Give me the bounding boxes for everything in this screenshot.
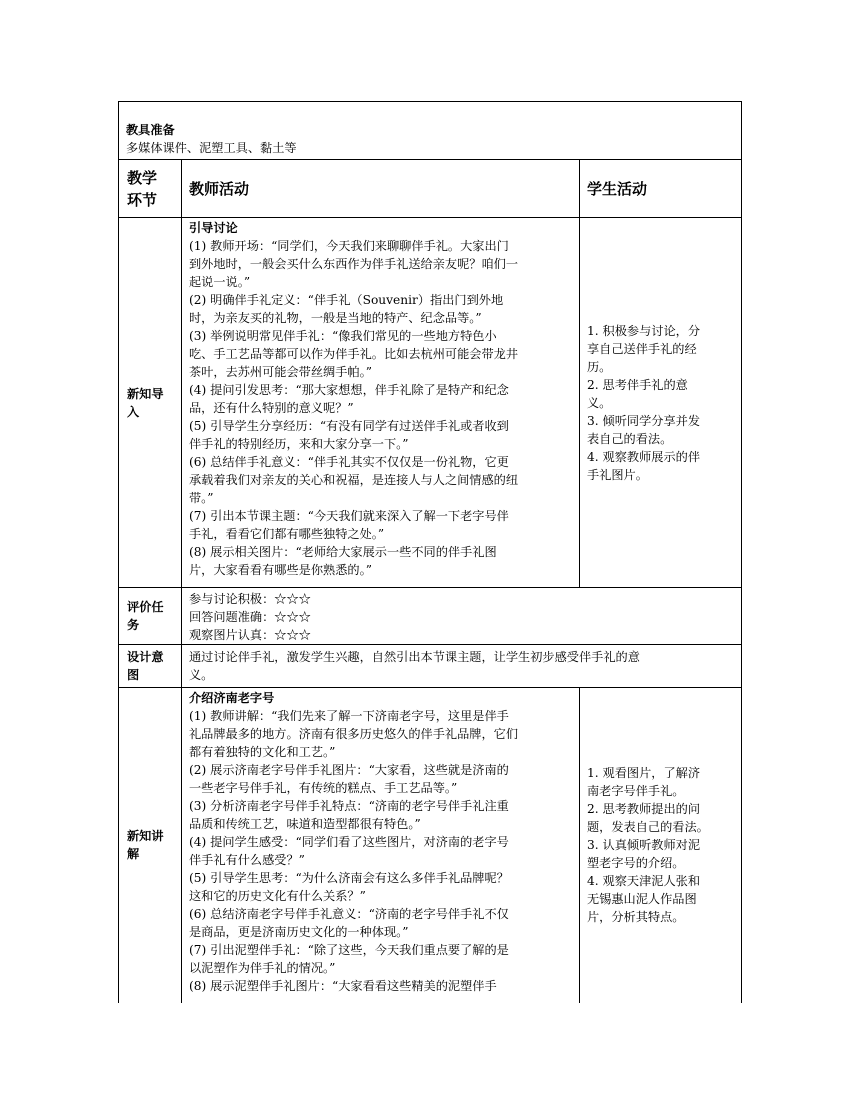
explain-line: (6) 总结济南老字号伴手礼意义：“济南的老字号伴手礼不仅 <box>189 907 509 921</box>
prep-row <box>119 102 742 160</box>
explain-line: 品质和传统工艺，味道和造型都很有特色。” <box>189 817 421 831</box>
intro-line: 茶叶，去苏州可能会带丝绸手帕。” <box>189 365 372 379</box>
intro-line: 片，大家看看有哪些是你熟悉的。” <box>189 563 372 577</box>
eval-item: 参与讨论积极：☆☆☆ <box>189 592 311 606</box>
intro-title: 引导讨论 <box>189 221 238 235</box>
design-stage-label: 设计意图 <box>127 650 164 682</box>
explain-line: 礼品牌最多的地方。济南有很多历史悠久的伴手礼品牌，它们 <box>189 727 519 741</box>
intro-student-line: 1. 积极参与讨论，分 <box>587 323 701 338</box>
intro-line: (7) 引出本节课主题：“今天我们就来深入了解一下老字号伴 <box>189 509 509 523</box>
intro-line: (3) 举例说明常见伴手礼：“像我们常见的一些地方特色小 <box>189 329 497 343</box>
design-row <box>119 645 742 688</box>
lesson-plan-page <box>118 101 741 1003</box>
explain-student-line: 3. 认真倾听教师对泥 <box>587 838 701 853</box>
eval-stage-label: 评价任务 <box>127 600 164 632</box>
intro-stage <box>119 218 182 588</box>
intro-line: (5) 引导学生分享经历：“有没有同学有过送伴手礼或者收到 <box>189 419 509 433</box>
eval-stage <box>119 588 182 645</box>
intro-line: 带。” <box>189 491 214 505</box>
explain-student-line: 2. 思考教师提出的问 <box>587 802 701 817</box>
explain-line: (2) 展示济南老字号伴手礼图片：“大家看，这些就是济南的 <box>189 763 509 777</box>
explain-title: 介绍济南老字号 <box>189 691 275 705</box>
intro-line: (4) 提问引发思考：“那大家想想，伴手礼除了是特产和纪念 <box>189 383 509 397</box>
explain-line: (5) 引导学生思考：“为什么济南会有这么多伴手礼品牌呢？ <box>189 871 509 885</box>
design-line: 通过讨论伴手礼，激发学生兴趣，自然引出本节课主题，让学生初步感受伴手礼的意 <box>189 650 640 664</box>
intro-student-line: 表自己的看法。 <box>587 431 673 446</box>
intro-line: (1) 教师开场：“同学们，今天我们来聊聊伴手礼。大家出门 <box>189 239 509 253</box>
eval-cell <box>182 588 742 645</box>
header-student: 学生活动 <box>580 160 742 218</box>
intro-student-line: 享自己送伴手礼的经 <box>587 341 697 356</box>
intro-student-line: 义。 <box>587 395 612 410</box>
explain-teacher-cell <box>182 688 580 1003</box>
explain-row <box>119 688 742 1003</box>
eval-item: 回答问题准确：☆☆☆ <box>189 610 311 624</box>
intro-stage-label: 新知导入 <box>127 386 164 419</box>
intro-student-line: 2. 思考伴手礼的意 <box>587 377 688 392</box>
intro-student-line: 历。 <box>587 359 612 374</box>
design-stage <box>119 645 182 688</box>
intro-teacher-cell <box>182 218 580 588</box>
intro-student-cell <box>580 218 742 588</box>
intro-line: (6) 总结伴手礼意义：“伴手礼其实不仅仅是一份礼物，它更 <box>189 455 509 469</box>
explain-line: 这和它的历史文化有什么关系？” <box>189 889 366 903</box>
explain-line: (1) 教师讲解：“我们先来了解一下济南老字号，这里是伴手 <box>189 709 509 723</box>
intro-line: (2) 明确伴手礼定义：“伴手礼（Souvenir）指出门到外地 <box>189 293 504 307</box>
explain-student-cell <box>580 688 742 1003</box>
header-stage-line1: 教学 <box>127 168 158 187</box>
prep-title: 教具准备 <box>126 123 175 137</box>
explain-line: 都有着独特的文化和工艺。” <box>189 745 336 759</box>
intro-row <box>119 218 742 588</box>
explain-line: 伴手礼有什么感受？” <box>189 853 305 867</box>
intro-line: 起说一说。” <box>189 275 251 289</box>
intro-line: 承载着我们对亲友的关心和祝福，是连接人与人之间情感的纽 <box>189 473 519 487</box>
lesson-plan-table <box>118 101 742 1003</box>
explain-stage-label: 新知讲解 <box>127 829 164 862</box>
intro-line: (8) 展示相关图片：“老师给大家展示一些不同的伴手礼图 <box>189 545 497 559</box>
explain-line: (8) 展示泥塑伴手礼图片：“大家看看这些精美的泥塑伴手 <box>189 979 497 993</box>
explain-student-line: 南老字号伴手礼。 <box>587 784 685 799</box>
explain-student-line: 4. 观察天津泥人张和 <box>587 874 701 889</box>
eval-row <box>119 588 742 645</box>
prep-cell <box>119 102 742 160</box>
eval-item: 观察图片认真：☆☆☆ <box>189 628 311 642</box>
intro-line: 吃、手工艺品等都可以作为伴手礼。比如去杭州可能会带龙井 <box>189 347 519 361</box>
intro-student-line: 手礼图片。 <box>587 467 648 482</box>
explain-line: 一些老字号伴手礼，有传统的糕点、手工艺品等。” <box>189 781 458 795</box>
explain-student-line: 题，发表自己的看法。 <box>587 820 709 835</box>
intro-student-line: 4. 观察教师展示的伴 <box>587 449 701 464</box>
explain-stage <box>119 688 182 1003</box>
prep-text: 多媒体课件、泥塑工具、黏土等 <box>126 141 297 155</box>
explain-line: 是商品，更是济南历史文化的一种体现。” <box>189 925 409 939</box>
intro-line: 品，还有什么特别的意义呢？” <box>189 401 354 415</box>
intro-line: 时，为亲友买的礼物，一般是当地的特产、纪念品等。” <box>189 311 482 325</box>
header-stage <box>119 160 182 218</box>
design-cell <box>182 645 742 688</box>
explain-student-line: 无锡惠山泥人作品图 <box>587 892 697 907</box>
explain-line: 以泥塑作为伴手礼的情况。” <box>189 961 336 975</box>
intro-student-line: 3. 倾听同学分享并发 <box>587 413 701 428</box>
explain-line: (4) 提问学生感受：“同学们看了这些图片，对济南的老字号 <box>189 835 509 849</box>
intro-line: 伴手礼的特别经历，来和大家分享一下。” <box>189 437 409 451</box>
explain-student-line: 塑老字号的介绍。 <box>587 856 685 871</box>
explain-student-line: 片，分析其特点。 <box>587 910 685 925</box>
intro-line: 手礼，看看它们都有哪些独特之处。” <box>189 527 385 541</box>
explain-student-line: 1. 观看图片，了解济 <box>587 766 701 781</box>
header-stage-line2: 环节 <box>127 190 158 209</box>
explain-line: (7) 引出泥塑伴手礼：“除了这些，今天我们重点要了解的是 <box>189 943 509 957</box>
explain-line: (3) 分析济南老字号伴手礼特点：“济南的老字号伴手礼注重 <box>189 799 509 813</box>
header-row <box>119 160 742 218</box>
header-teacher: 教师活动 <box>182 160 580 218</box>
design-line: 义。 <box>189 668 214 682</box>
intro-line: 到外地时，一般会买什么东西作为伴手礼送给亲友呢？咱们一 <box>189 257 519 271</box>
